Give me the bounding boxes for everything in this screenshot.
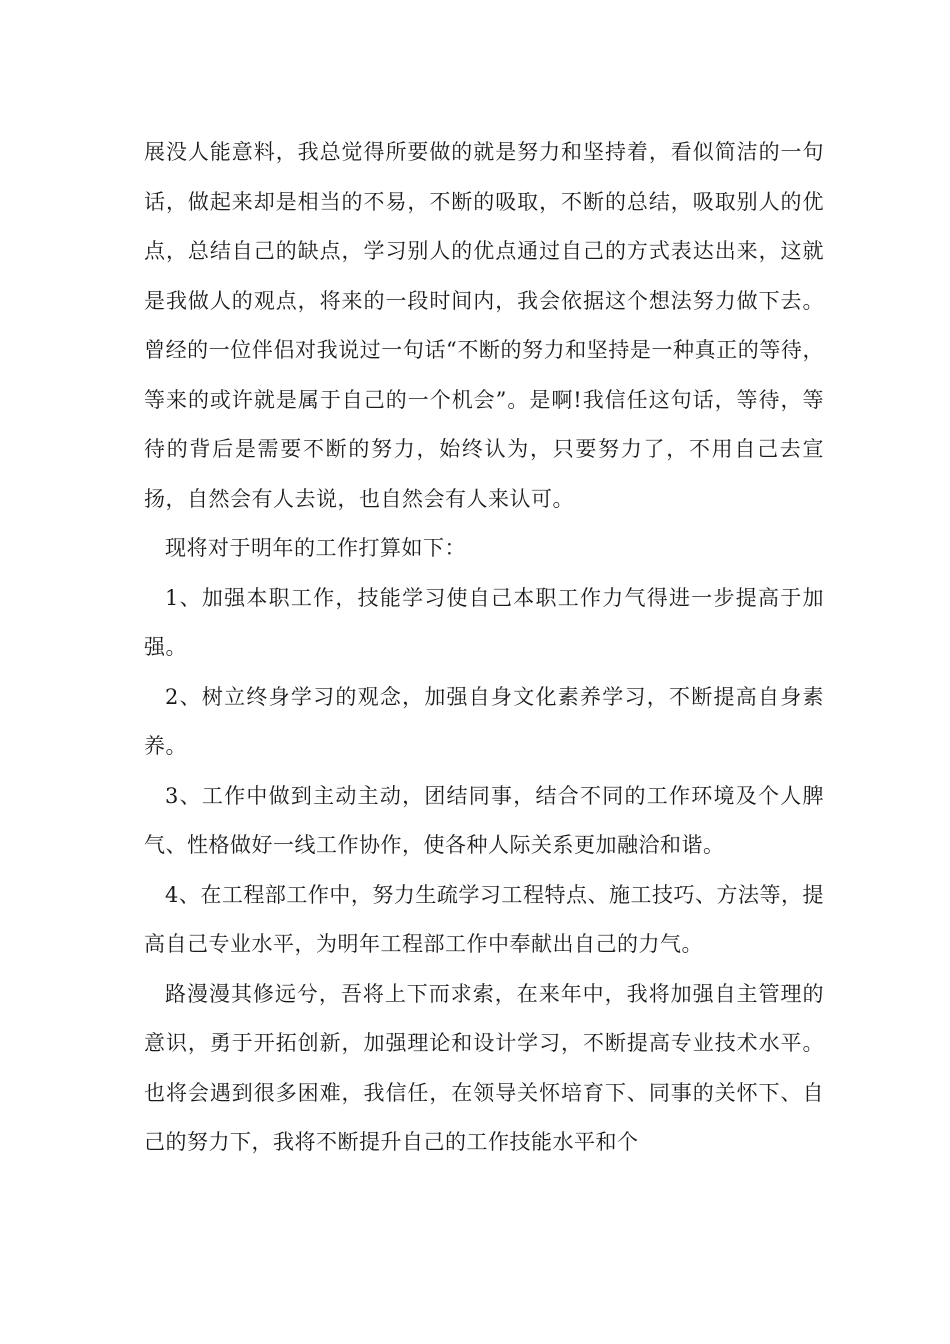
list-item-3: 3、工作中做到主动主动，团结同事，结合不同的工作环境及个人脾气、性格做好一线工作协作，使各种人际关系更加融洽和谐。 [144,783,824,857]
list-item-4: 4、在工程部工作中，努力生疏学习工程特点、施工技巧、方法等，提高自己专业水平，为明年工程部工作中奉献出自己的力气。 [144,882,824,956]
paragraph-continuation: 展没人能意料，我总觉得所要做的就是努力和坚持着，看似简洁的一句话，做起来却是相当的不易，不断的吸取，不断的总结，吸取别人的优点，总结自己的缺点，学习别人的优点通过自己的方式表达出来，这就是我做人的观点，将来的一段时间内，我会依据这个想法努力做下去。曾经的一位伴侣对我说过一句话“不断的努力和坚持是一种真正的等待，等来的或许就是属于自己的一个机会”。是啊!我信任这句话，等待，等待的背后是需要不断的努力，始终认为，只要努力了，不用自己去宣扬，自然会有人去说，也自然会有人来认可。 [144,140,824,511]
document-body [144,128,824,1168]
list-item-2: 2、树立终身学习的观念，加强自身文化素养学习，不断提高自身素养。 [144,684,824,758]
paragraph-closing: 路漫漫其修远兮，吾将上下而求索，在来年中，我将加强自主管理的意识，勇于开拓创新，加强理论和设计学习，不断提高专业技术水平。也将会遇到很多困难，我信任，在领导关怀培育下、同事的关怀下、自己的努力下，我将不断提升自己的工作技能水平和个 [144,981,824,1154]
paragraph-plan-intro: 现将对于明年的工作打算如下： [165,536,466,560]
list-item-1: 1、加强本职工作，技能学习使自己本职工作力气得进一步提高于加强。 [144,585,824,659]
